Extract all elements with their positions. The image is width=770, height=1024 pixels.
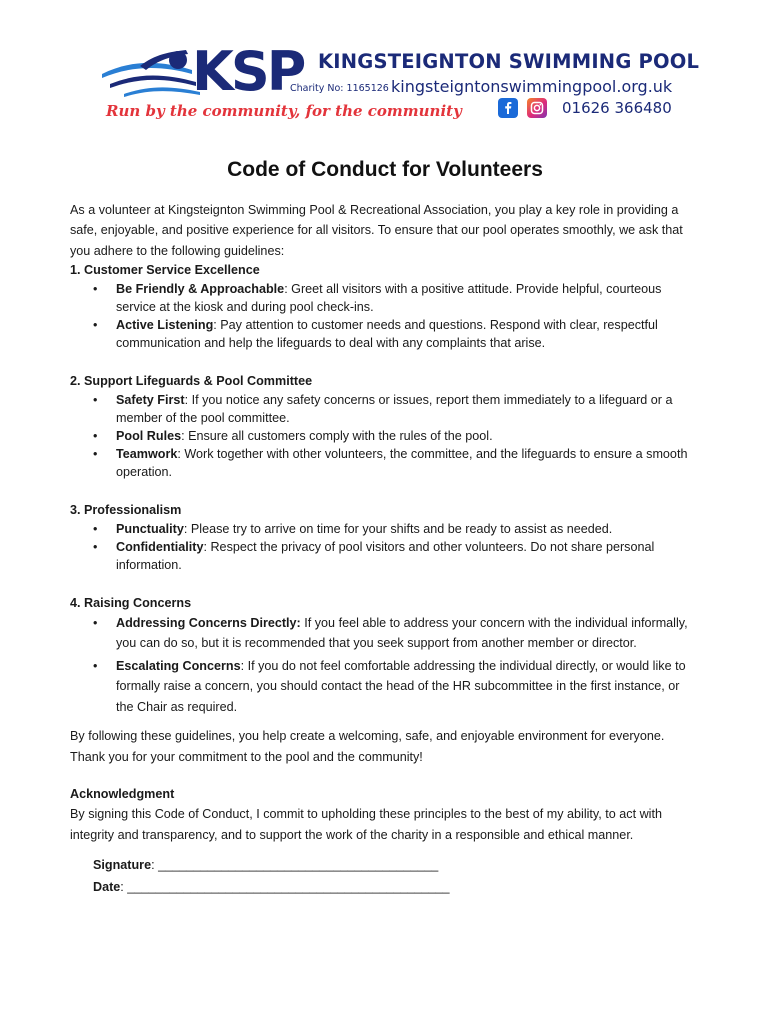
list-item (116, 427, 700, 445)
guideline-term: Punctuality (116, 521, 184, 536)
list-item (116, 656, 700, 718)
guideline-term: Escalating Concerns (116, 658, 241, 673)
acknowledgment-heading: Acknowledgment (70, 787, 175, 802)
guideline-list (70, 520, 700, 574)
section-heading: 4. Raising Concerns (70, 595, 192, 610)
date-field[interactable] (93, 877, 700, 899)
list-item (116, 613, 700, 654)
document-title: Code of Conduct for Volunteers (227, 158, 543, 181)
list-item (116, 520, 700, 538)
letterhead (100, 40, 700, 130)
guideline-term: Safety First (116, 392, 185, 407)
organisation-name: KINGSTEIGNTON SWIMMING POOL (318, 50, 700, 73)
signature-label: Signature (93, 858, 152, 873)
guideline-list (70, 391, 700, 481)
guideline-text: : Respect the privacy of pool visitors and other volunteers. Do not share personal information. (116, 539, 655, 572)
swimmer-logo-icon (100, 40, 315, 102)
guideline-term: Teamwork (116, 446, 178, 461)
website-link[interactable]: kingsteigntonswimmingpool.org.uk (391, 77, 673, 96)
list-item (116, 280, 700, 316)
list-item (116, 391, 700, 427)
date-line: : ______________________________________________ (120, 879, 450, 894)
guideline-list (70, 613, 700, 718)
guideline-text: : If you do not feel comfortable addressing the individual directly, or would like to formally raise a concern, you should contact the head of the HR subcommittee in the first instance, or the Chair as required. (116, 658, 686, 714)
guideline-text: : Pay attention to customer needs and questions. Respond with clear, respectful communication and help the lifeguards to deal with any complaints that arise. (116, 317, 658, 350)
instagram-icon[interactable] (527, 98, 547, 118)
guideline-text: : If you notice any safety concerns or issues, report them immediately to a lifeguard or a member of the pool committee. (116, 392, 673, 425)
intro-paragraph: As a volunteer at Kingsteignton Swimming Pool & Recreational Association, you play a key role in providing a safe, enjoyable, and positive experience for all visitors. To ensure that our pool operates smoothly, we ask that you adhere to the following guidelines: (70, 203, 683, 258)
list-item (116, 445, 700, 481)
list-item (116, 538, 700, 574)
tagline: Run by the community, for the community (106, 102, 462, 120)
document-body (70, 200, 700, 898)
section-heading: 2. Support Lifeguards & Pool Committee (70, 373, 313, 388)
guideline-text: : Greet all visitors with a positive attitude. Provide helpful, courteous service at the kiosk and during pool check-ins. (116, 281, 662, 314)
signature-line: : ________________________________________ (151, 858, 439, 873)
section-heading: 1. Customer Service Excellence (70, 262, 260, 277)
guideline-text: : Work together with other volunteers, the committee, and the lifeguards to ensure a smooth operation. (116, 446, 688, 479)
guideline-term: Confidentiality (116, 539, 204, 554)
phone-number: 01626 366480 (562, 99, 672, 117)
date-label: Date (93, 879, 121, 894)
guideline-term: Addressing Concerns Directly: (116, 615, 301, 630)
guideline-term: Pool Rules (116, 428, 182, 443)
logo-text: KSP (192, 40, 304, 102)
signature-field[interactable] (93, 855, 700, 877)
guideline-term: Be Friendly & Approachable (116, 281, 285, 296)
section-heading: 3. Professionalism (70, 502, 182, 517)
guideline-text: : Ensure all customers comply with the rules of the pool. (181, 428, 493, 443)
guideline-text: : Please try to arrive on time for your shifts and be ready to assist as needed. (183, 521, 613, 536)
signature-block (70, 855, 700, 898)
guideline-list (70, 280, 700, 352)
facebook-icon[interactable] (498, 98, 518, 118)
closing-paragraph: By following these guidelines, you help create a welcoming, safe, and enjoyable environment for everyone. Thank you for your commitment to the pool and the community! (70, 729, 665, 765)
acknowledgment-text: By signing this Code of Conduct, I commit to upholding these principles to the best of my ability, to act with integrity and transparency, and to support the work of the charity in a responsible and ethical manner. (70, 807, 662, 843)
charity-number: Charity No: 1165126 (290, 83, 389, 94)
list-item (116, 316, 700, 352)
guideline-term: Active Listening (116, 317, 214, 332)
guideline-text: If you feel able to address your concern with the individual informally, you can do so, but it is recommended that you seek support from another member or director. (116, 615, 688, 651)
